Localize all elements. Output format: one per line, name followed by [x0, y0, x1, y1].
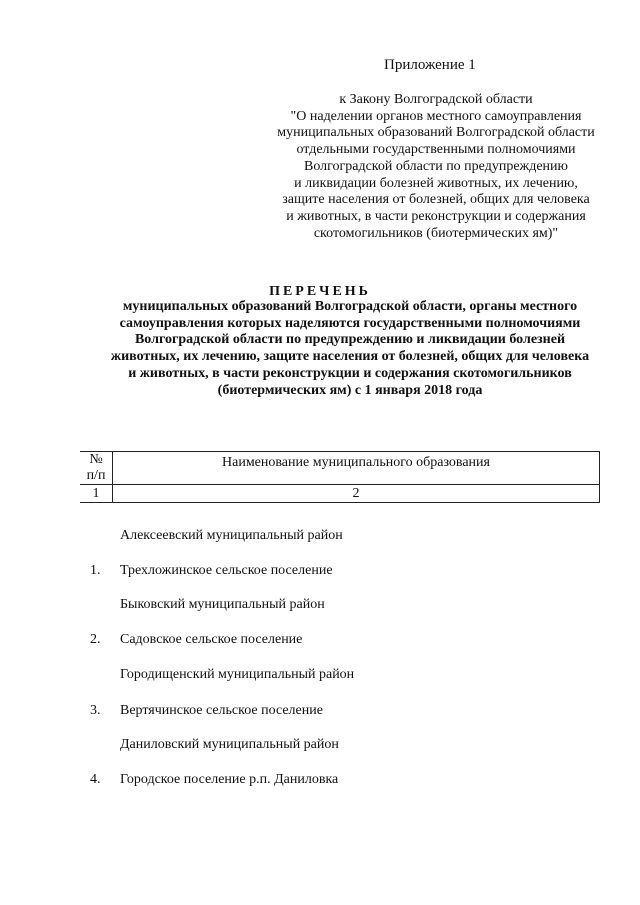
- list-subtitle-line: и животных, в части реконструкции и содержания скотомогильников: [128, 365, 572, 381]
- entry-name: Быковский муниципальный район: [120, 597, 325, 612]
- table-index-row: [80, 485, 600, 503]
- col-num-header-line1: №: [89, 452, 103, 467]
- col-name-index: 2: [113, 485, 600, 503]
- col-num-header-line2: п/п: [86, 468, 106, 483]
- law-reference-line: скотомогильников (биотермических ям)": [313, 225, 559, 241]
- list-subtitle-line: животных, их лечению, защите населения от болезней, общих для человека: [110, 349, 590, 365]
- entry-name: Городское поселение р.п. Даниловка: [120, 772, 339, 787]
- law-reference: [256, 92, 616, 242]
- law-reference-line: "О наделении органов местного самоуправления: [290, 108, 582, 124]
- entry-name: Садовское сельское поселение: [120, 632, 303, 647]
- list-subtitle: [80, 299, 620, 399]
- entry-name: Трехложинское сельское поселение: [120, 563, 333, 578]
- entry-number: 3.: [90, 703, 101, 718]
- entry-number: 4.: [90, 772, 101, 787]
- law-reference-line: муниципальных образований Волгоградской области: [277, 125, 595, 141]
- list-title: ПЕРЕЧЕНЬ: [269, 284, 371, 299]
- list-subtitle-line: муниципальных образований Волгоградской области, органы местного: [122, 299, 578, 314]
- law-reference-line: защите населения от болезней, общих для человека: [282, 192, 590, 208]
- entry-number: 1.: [90, 563, 101, 578]
- col-num-header: [80, 452, 113, 485]
- list-subtitle-line: самоуправления которых наделяются государственными полномочиями: [119, 315, 581, 331]
- header-table: [80, 451, 600, 503]
- col-num-index: 1: [80, 485, 113, 503]
- entry-name: Алексеевский муниципальный район: [120, 528, 343, 543]
- law-reference-line: к Закону Волгоградской области: [339, 92, 533, 107]
- entry-name: Вертячинское сельское поселение: [120, 703, 323, 718]
- list-subtitle-line: Волгоградской области по предупреждению и ликвидации болезней: [134, 332, 566, 348]
- law-reference-line: и животных, в части реконструкции и содержания: [286, 208, 586, 224]
- list-subtitle-line: (биотермических ям) с 1 января 2018 года: [217, 382, 483, 398]
- appendix-title: Приложение 1: [384, 57, 476, 73]
- table-header-row: [80, 452, 600, 485]
- col-name-header: Наименование муниципального образования: [113, 452, 600, 485]
- entry-name: Городищенский муниципальный район: [120, 667, 355, 682]
- entry-number: 2.: [90, 632, 101, 647]
- law-reference-line: отдельными государственными полномочиями: [296, 142, 576, 158]
- entry-name: Даниловский муниципальный район: [120, 737, 339, 752]
- law-reference-line: и ликвидации болезней животных, их лечению,: [294, 175, 578, 191]
- law-reference-line: Волгоградской области по предупреждению: [303, 158, 568, 174]
